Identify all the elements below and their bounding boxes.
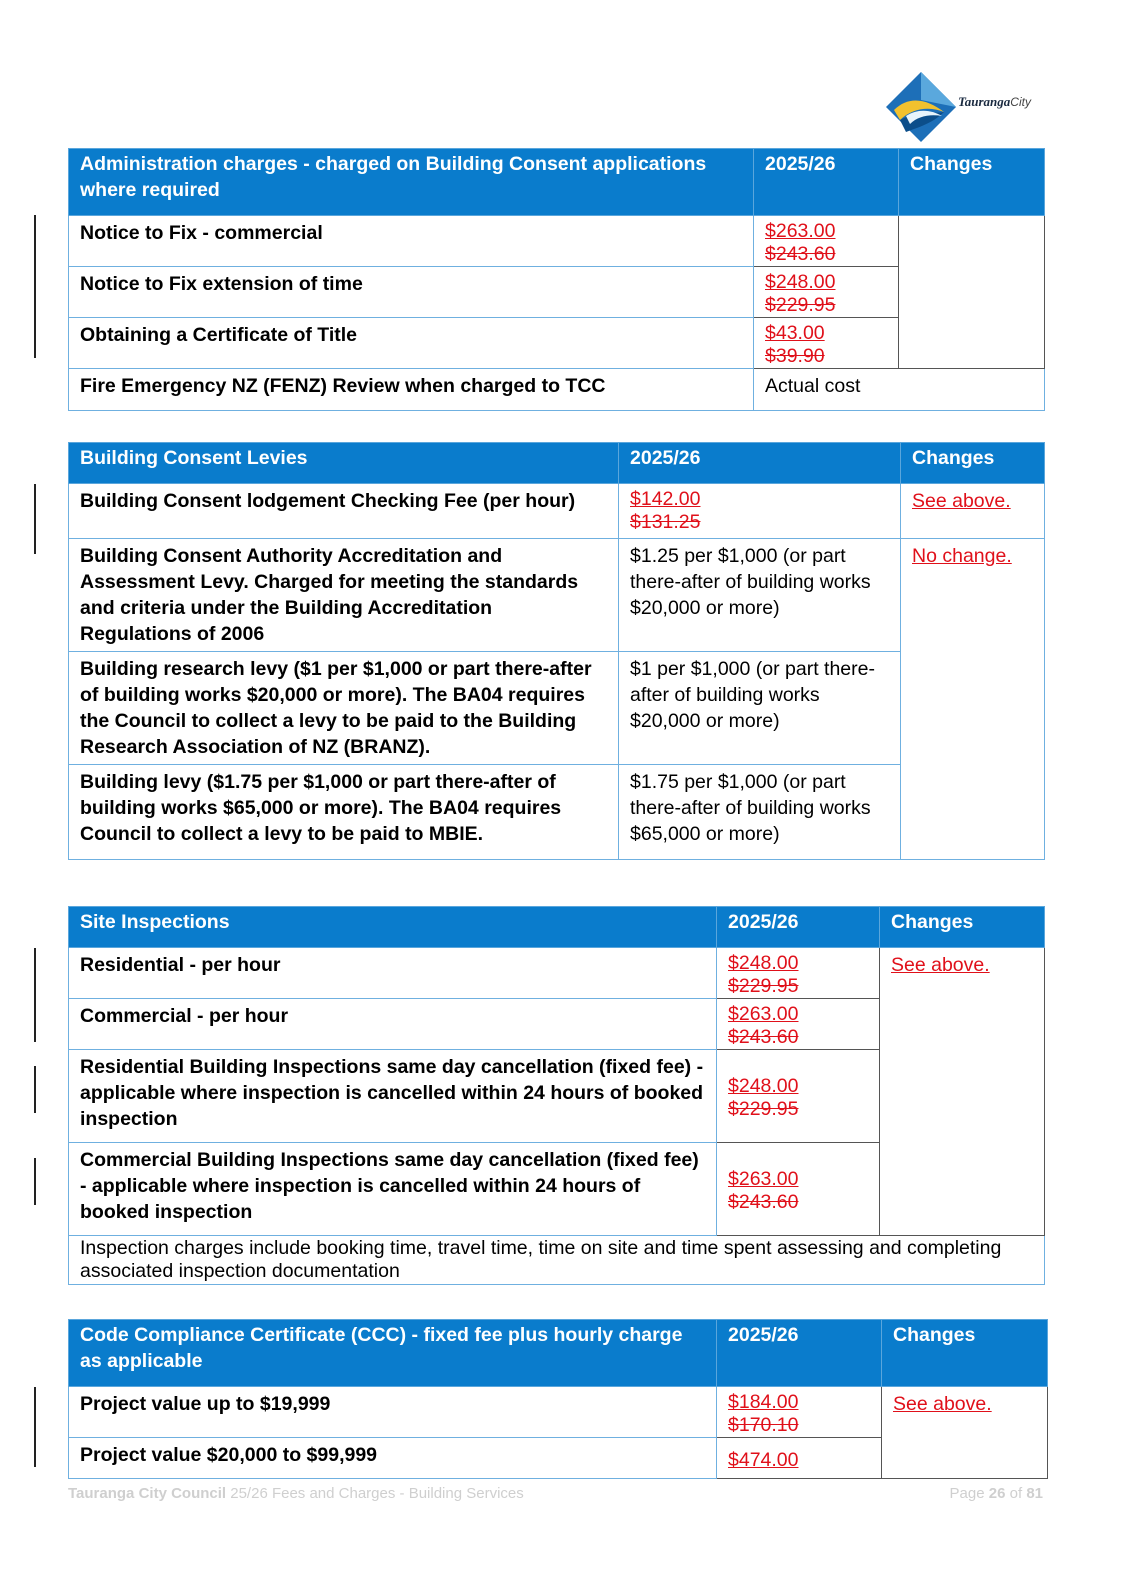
fee-description: Residential - per hour bbox=[69, 948, 717, 999]
inspection-note: Inspection charges include booking time, travel time, time on site and time spent assessing and completing associated inspection documentation bbox=[69, 1236, 1045, 1285]
fee-description: Commercial Building Inspections same day cancellation (fixed fee) - applicable where inspection is cancelled within 24 hours of booked inspection bbox=[69, 1143, 717, 1236]
fee-price bbox=[754, 267, 899, 318]
fee-price bbox=[717, 1387, 882, 1438]
table-row bbox=[69, 267, 1045, 318]
old-price: $243.60 bbox=[728, 1191, 799, 1213]
new-price: $248.00 bbox=[728, 1075, 799, 1097]
column-header-description: Administration charges - charged on Building Consent applications where required bbox=[69, 149, 754, 216]
column-header-year: 2025/26 bbox=[754, 149, 899, 216]
revision-bar bbox=[34, 1158, 36, 1205]
new-price: $43.00 bbox=[765, 322, 825, 344]
new-price: $263.00 bbox=[728, 1168, 799, 1190]
changes-cell bbox=[880, 948, 1045, 1236]
fee-value: $1.25 per $1,000 (or part there-after of building works $20,000 or more) bbox=[619, 539, 901, 652]
fee-description: Fire Emergency NZ (FENZ) Review when charged to TCC bbox=[69, 369, 754, 411]
fee-value: Actual cost bbox=[754, 369, 1045, 411]
table-header-row bbox=[69, 907, 1045, 948]
table-row bbox=[69, 1236, 1045, 1285]
fee-description: Building research levy ($1 per $1,000 or part there-after of building works $20,000 or more). The BA04 requires the Council to collect a levy to be paid to the Building Research Association of NZ (BRANZ). bbox=[69, 652, 619, 765]
revision-bar bbox=[34, 215, 36, 358]
column-header-description: Code Compliance Certificate (CCC) - fixed fee plus hourly charge as applicable bbox=[69, 1320, 717, 1387]
new-price: $263.00 bbox=[765, 220, 836, 242]
new-price: $474.00 bbox=[728, 1449, 799, 1471]
column-header-year: 2025/26 bbox=[717, 907, 880, 948]
see-above-link[interactable]: See above. bbox=[891, 954, 990, 976]
fee-description: Obtaining a Certificate of Title bbox=[69, 318, 754, 369]
table-row bbox=[69, 948, 1045, 999]
column-header-description: Building Consent Levies bbox=[69, 443, 619, 484]
table-row bbox=[69, 318, 1045, 369]
old-price: $243.60 bbox=[765, 243, 836, 265]
fee-price bbox=[619, 484, 901, 539]
table-row bbox=[69, 1387, 1048, 1438]
fee-description: Notice to Fix extension of time bbox=[69, 267, 754, 318]
table-row bbox=[69, 216, 1045, 267]
fee-description: Building levy ($1.75 per $1,000 or part there-after of building works $65,000 or more). The BA04 requires Council to collect a levy to be paid to MBIE. bbox=[69, 765, 619, 860]
column-header-changes: Changes bbox=[882, 1320, 1048, 1387]
changes-cell bbox=[901, 484, 1045, 539]
table-header-row bbox=[69, 443, 1045, 484]
revision-bar bbox=[34, 1387, 36, 1467]
fee-description: Project value up to $19,999 bbox=[69, 1387, 717, 1438]
no-change-link[interactable]: No change. bbox=[912, 545, 1012, 567]
fee-price bbox=[717, 1143, 880, 1236]
column-header-changes: Changes bbox=[880, 907, 1045, 948]
fee-price bbox=[717, 1438, 882, 1479]
fee-description: Commercial - per hour bbox=[69, 999, 717, 1050]
see-above-link[interactable]: See above. bbox=[912, 490, 1011, 512]
column-header-year: 2025/26 bbox=[619, 443, 901, 484]
table-row bbox=[69, 652, 1045, 765]
fee-description: Project value $20,000 to $99,999 bbox=[69, 1438, 717, 1479]
column-header-changes: Changes bbox=[901, 443, 1045, 484]
old-price: $243.60 bbox=[728, 1026, 799, 1048]
old-price: $229.95 bbox=[728, 1098, 799, 1120]
old-price: $131.25 bbox=[630, 511, 701, 533]
revision-bar bbox=[34, 1066, 36, 1113]
column-header-year: 2025/26 bbox=[717, 1320, 882, 1387]
new-price: $263.00 bbox=[728, 1003, 799, 1025]
new-price: $142.00 bbox=[630, 488, 701, 510]
footer-page-number: Page 26 of 81 bbox=[949, 1485, 1043, 1502]
see-above-link[interactable]: See above. bbox=[893, 1393, 992, 1415]
column-header-description: Site Inspections bbox=[69, 907, 717, 948]
fee-value: $1 per $1,000 (or part there-after of building works $20,000 or more) bbox=[619, 652, 901, 765]
tauranga-city-logo bbox=[886, 72, 1066, 146]
table-header-row bbox=[69, 149, 1045, 216]
old-price: $170.10 bbox=[728, 1414, 799, 1436]
building-consent-levies-table bbox=[68, 442, 1045, 860]
new-price: $248.00 bbox=[728, 952, 799, 974]
administration-charges-table bbox=[68, 148, 1045, 411]
changes-cell bbox=[899, 216, 1045, 369]
new-price: $184.00 bbox=[728, 1391, 799, 1413]
site-inspections-table bbox=[68, 906, 1045, 1285]
fee-price bbox=[717, 1050, 880, 1143]
footer-document-title: Tauranga City Council 25/26 Fees and Charges - Building Services bbox=[68, 1485, 524, 1502]
revision-bar bbox=[34, 484, 36, 554]
logo-wordmark: TaurangaCity bbox=[958, 94, 1031, 109]
fee-price bbox=[717, 999, 880, 1050]
fee-price bbox=[754, 318, 899, 369]
column-header-changes: Changes bbox=[899, 149, 1045, 216]
old-price: $39.90 bbox=[765, 345, 825, 367]
fee-price bbox=[754, 216, 899, 267]
code-compliance-certificate-table bbox=[68, 1319, 1048, 1479]
table-row bbox=[69, 484, 1045, 539]
fee-description: Building Consent lodgement Checking Fee (per hour) bbox=[69, 484, 619, 539]
table-header-row bbox=[69, 1320, 1048, 1387]
revision-bar bbox=[34, 948, 36, 1042]
fee-description: Building Consent Authority Accreditation and Assessment Levy. Charged for meeting the standards and criteria under the Building Accreditation Regulations of 2006 bbox=[69, 539, 619, 652]
fee-price bbox=[717, 948, 880, 999]
table-row bbox=[69, 539, 1045, 652]
table-row bbox=[69, 765, 1045, 860]
old-price: $229.95 bbox=[765, 294, 836, 316]
fee-description: Residential Building Inspections same day cancellation (fixed fee) - applicable where inspection is cancelled within 24 hours of booked inspection bbox=[69, 1050, 717, 1143]
new-price: $248.00 bbox=[765, 271, 836, 293]
table-row bbox=[69, 369, 1045, 411]
logo-diamond-icon bbox=[886, 72, 956, 146]
changes-cell bbox=[901, 539, 1045, 860]
fee-description: Notice to Fix - commercial bbox=[69, 216, 754, 267]
fee-value: $1.75 per $1,000 (or part there-after of building works $65,000 or more) bbox=[619, 765, 901, 860]
changes-cell bbox=[882, 1387, 1048, 1479]
old-price: $229.95 bbox=[728, 975, 799, 997]
